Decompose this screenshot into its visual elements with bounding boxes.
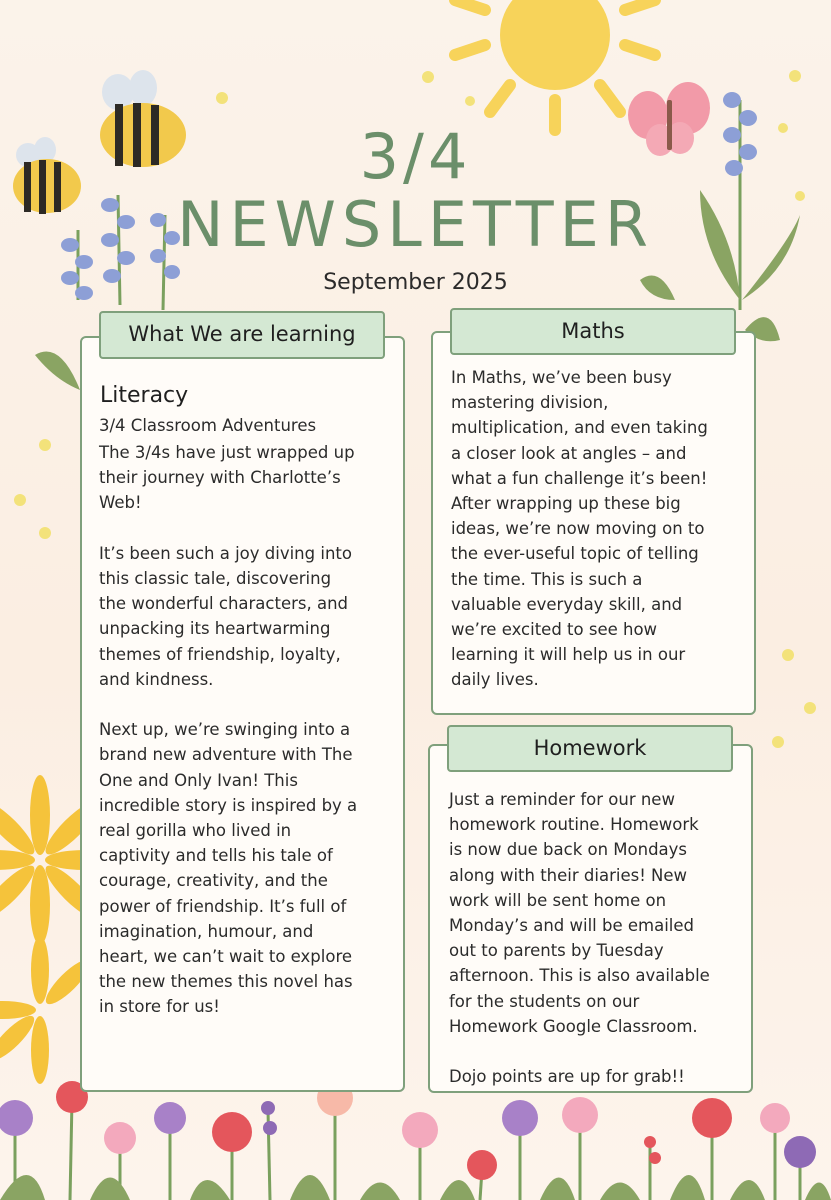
literacy-heading: Literacy	[100, 383, 189, 408]
literacy-subheading: 3/4 Classroom Adventures	[99, 416, 317, 435]
literacy-body: The 3/4s have just wrapped up their journey with Charlotte’s Web! It’s been such a joy diving into this classic tale, discovering the wonderful characters, and unpacking its heartwarming themes of friendship, loyalty, and kindness. Next up, we’re swinging into a brand new adventure with The One and Only Ivan! This incredible story is inspired by a real gorilla who lived in captivity and tells his tale of courage, creativity, and the power of friendship. It’s full of imagination, humour, and heart, we can’t wait to explore the new themes this novel has in store for us!	[99, 443, 358, 1017]
homework-tab: Homework	[447, 725, 733, 772]
learning-tab: What We are learning	[99, 311, 385, 359]
page-title: NEWSLETTER	[177, 188, 654, 261]
date-label: September 2025	[323, 270, 508, 295]
title-number: 3/4	[359, 120, 472, 193]
maths-tab: Maths	[450, 308, 736, 355]
maths-body: In Maths, we’ve been busy mastering division, multiplication, and even taking a closer look at angles – and what a fun challenge it’s been! After wrapping up these big ideas, we’re now moving on to the ever-useful topic of telling the time. This is such a valuable everyday skill, and we’re excited to see how learning it will help us in our daily lives.	[451, 368, 708, 690]
homework-body: Just a reminder for our new homework routine. Homework is now due back on Mondays along with their diaries! New work will be sent home on Monday’s and will be emailed out to parents by Tuesday afternoon. This is also available for the students on our Homework Google Classroom. Dojo points are up for grab!!	[449, 790, 710, 1087]
sun-icon	[455, 0, 655, 130]
garden-decoration	[0, 1080, 831, 1200]
